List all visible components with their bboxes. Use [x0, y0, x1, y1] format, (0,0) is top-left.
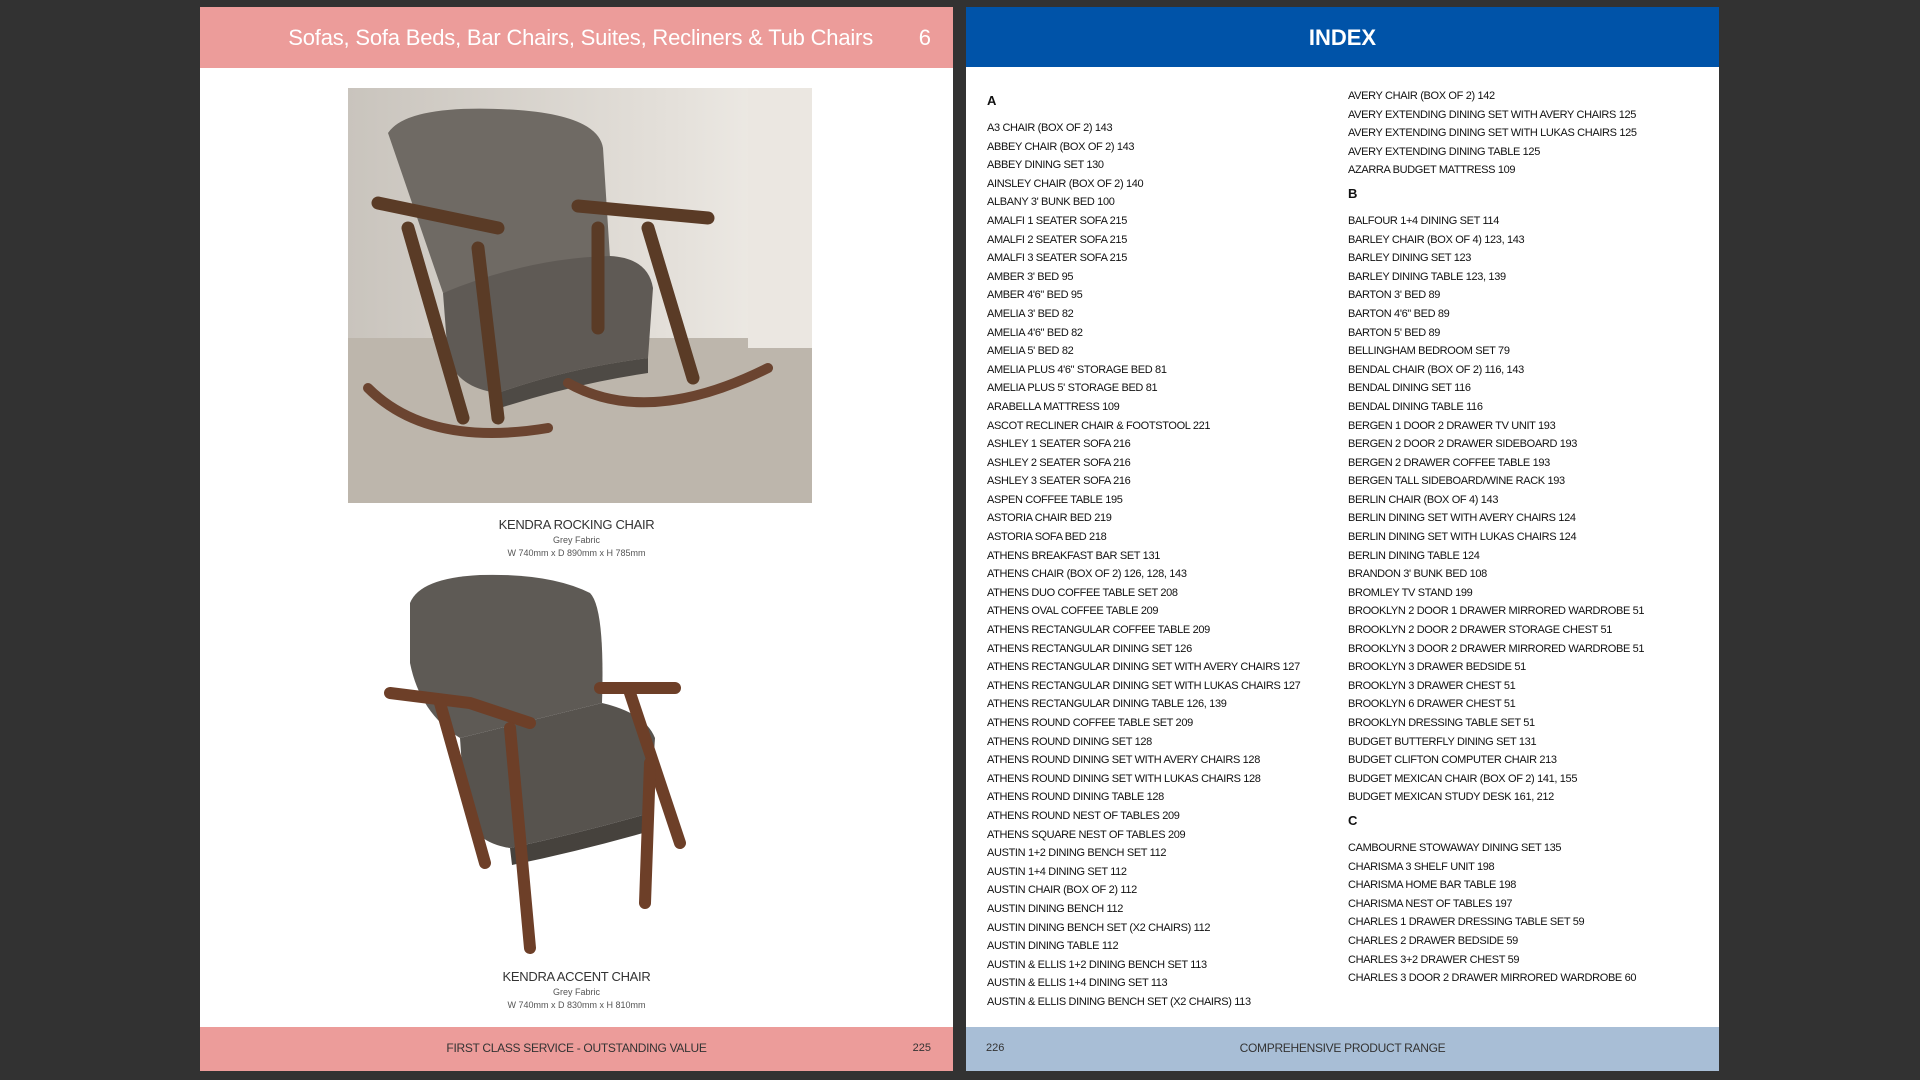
index-entry: ASHLEY 2 SEATER SOFA 216 [987, 456, 1131, 469]
footer-slogan: COMPREHENSIVE PRODUCT RANGE [1239, 1041, 1446, 1055]
index-entry: ATHENS ROUND DINING TABLE 128 [987, 791, 1164, 804]
index-entry: ASPEN COFFEE TABLE 195 [987, 493, 1123, 506]
index-entry: BARTON 3' BED 89 [1348, 289, 1441, 302]
index-title: INDEX [1308, 25, 1377, 50]
index-entry: BENDAL CHAIR (BOX OF 2) 116, 143 [1348, 363, 1524, 376]
index-entry: ATHENS ROUND DINING SET WITH AVERY CHAIRS 128 [987, 754, 1260, 767]
index-entry: BUDGET MEXICAN CHAIR (BOX OF 2) 141, 155 [1348, 772, 1578, 785]
index-entry: ABBEY CHAIR (BOX OF 2) 143 [987, 140, 1135, 153]
index-entry: BERLIN DINING SET WITH LUKAS CHAIRS 124 [1348, 531, 1577, 544]
index-entry: BARLEY DINING SET 123 [1348, 252, 1472, 265]
index-entry: CHARLES 1 DRAWER DRESSING TABLE SET 59 [1348, 916, 1585, 929]
index-entry: BARTON 5' BED 89 [1348, 326, 1441, 339]
index-entry: CHARLES 3 DOOR 2 DRAWER MIRRORED WARDROBE 60 [1348, 972, 1637, 985]
index-entry: AMELIA 4'6" BED 82 [987, 326, 1083, 339]
index-entry: BROOKLYN DRESSING TABLE SET 51 [1348, 717, 1535, 729]
index-entry: AUSTIN & ELLIS 1+2 DINING BENCH SET 113 [987, 958, 1207, 971]
index-entry: ATHENS ROUND DINING SET 128 [987, 735, 1152, 748]
index-entry: BARLEY CHAIR (BOX OF 4) 123, 143 [1348, 233, 1525, 246]
index-entry: BERGEN TALL SIDEBOARD/WINE RACK 193 [1348, 475, 1565, 488]
index-entry: AINSLEY CHAIR (BOX OF 2) 140 [987, 177, 1144, 190]
index-entry: ABBEY DINING SET 130 [987, 159, 1104, 172]
index-entry: ATHENS RECTANGULAR DINING SET 126 [987, 642, 1192, 655]
page-footer [200, 1027, 953, 1071]
product-material: Grey Fabric [552, 987, 600, 997]
index-entry: AMELIA 3' BED 82 [987, 307, 1074, 320]
index-entry: ASTORIA CHAIR BED 219 [987, 512, 1112, 525]
index-entry: BROOKLYN 2 DOOR 2 DRAWER STORAGE CHEST 51 [1348, 624, 1612, 637]
index-entry: BROOKLYN 2 DOOR 1 DRAWER MIRRORED WARDROBE 51 [1348, 605, 1645, 618]
index-entry: ATHENS ROUND DINING SET WITH LUKAS CHAIRS 128 [987, 772, 1261, 785]
index-entry: ATHENS ROUND NEST OF TABLES 209 [987, 809, 1180, 822]
index-entry: ATHENS SQUARE NEST OF TABLES 209 [987, 828, 1186, 841]
index-entry: BALFOUR 1+4 DINING SET 114 [1348, 214, 1499, 227]
page-header-title: Sofas, Sofa Beds, Bar Chairs, Suites, Recliners & Tub Chairs [288, 25, 873, 50]
index-entry: AMELIA 5' BED 82 [987, 345, 1074, 358]
index-entry: ATHENS DUO COFFEE TABLE SET 208 [987, 586, 1178, 599]
index-column-left [987, 87, 1327, 1012]
index-entry: BROOKLYN 3 DRAWER BEDSIDE 51 [1348, 661, 1526, 674]
index-entry: AUSTIN DINING TABLE 112 [987, 940, 1119, 953]
index-entry: AMELIA PLUS 4'6" STORAGE BED 81 [987, 363, 1167, 376]
index-entry: CHARLES 2 DRAWER BEDSIDE 59 [1348, 934, 1518, 947]
index-entry: BARLEY DINING TABLE 123, 139 [1348, 270, 1506, 283]
index-entry: AMALFI 3 SEATER SOFA 215 [987, 252, 1127, 265]
product-name: KENDRA ACCENT CHAIR [502, 969, 651, 984]
index-entry: ASHLEY 1 SEATER SOFA 216 [987, 438, 1131, 451]
index-entry: ATHENS CHAIR (BOX OF 2) 126, 128, 143 [987, 568, 1187, 581]
index-entry: A3 CHAIR (BOX OF 2) 143 [987, 122, 1113, 134]
product-material: Grey Fabric [552, 535, 600, 545]
index-entry: BERLIN DINING TABLE 124 [1348, 549, 1480, 562]
index-entry: BRANDON 3' BUNK BED 108 [1348, 568, 1487, 581]
catalog-page-right [966, 7, 1719, 1071]
index-entry: ALBANY 3' BUNK BED 100 [987, 196, 1115, 209]
index-entry: ATHENS RECTANGULAR DINING TABLE 126, 139 [987, 698, 1227, 711]
index-entry: BERGEN 2 DOOR 2 DRAWER SIDEBOARD 193 [1348, 438, 1578, 451]
index-entry: AMELIA PLUS 5' STORAGE BED 81 [987, 382, 1158, 395]
index-entry: BUDGET BUTTERFLY DINING SET 131 [1348, 735, 1537, 748]
index-entry: BROOKLYN 3 DOOR 2 DRAWER MIRRORED WARDROBE 51 [1348, 642, 1645, 655]
index-entry: AUSTIN & ELLIS 1+4 DINING SET 113 [987, 977, 1168, 990]
index-entry: BROOKLYN 6 DRAWER CHEST 51 [1348, 698, 1516, 711]
index-entry: BENDAL DINING SET 116 [1348, 382, 1471, 395]
index-entry: AVERY EXTENDING DINING TABLE 125 [1348, 145, 1540, 158]
index-entry: ASCOT RECLINER CHAIR & FOOTSTOOL 221 [987, 419, 1211, 432]
index-entry: CHARISMA HOME BAR TABLE 198 [1348, 879, 1517, 892]
index-entry: AUSTIN DINING BENCH 112 [987, 902, 1123, 915]
index-entry: AUSTIN CHAIR (BOX OF 2) 112 [987, 884, 1137, 897]
accent-chair-image [380, 563, 780, 963]
page-number: 226 [986, 1042, 1005, 1054]
rocking-chair-image [348, 88, 812, 503]
index-letter-heading: A [987, 93, 997, 108]
index-entry: BROOKLYN 3 DRAWER CHEST 51 [1348, 679, 1516, 692]
index-entry: AZARRA BUDGET MATTRESS 109 [1348, 164, 1516, 177]
catalog-page-left [200, 7, 953, 1071]
index-entry: BERLIN DINING SET WITH AVERY CHAIRS 124 [1348, 512, 1576, 525]
index-entry: CHARISMA 3 SHELF UNIT 198 [1348, 860, 1495, 873]
index-entry: ATHENS OVAL COFFEE TABLE 209 [987, 605, 1159, 618]
index-entry: ASHLEY 3 SEATER SOFA 216 [987, 475, 1131, 488]
index-entry: AMALFI 1 SEATER SOFA 215 [987, 214, 1127, 227]
index-column-right [1348, 87, 1708, 988]
product-name: KENDRA ROCKING CHAIR [498, 517, 655, 532]
page-number: 225 [912, 1042, 931, 1054]
index-entry: BUDGET MEXICAN STUDY DESK 161, 212 [1348, 791, 1554, 804]
index-entry: BROMLEY TV STAND 199 [1348, 586, 1473, 599]
index-entry: AUSTIN DINING BENCH SET (X2 CHAIRS) 112 [987, 921, 1211, 934]
index-entry: BENDAL DINING TABLE 116 [1348, 400, 1483, 413]
index-entry: AVERY EXTENDING DINING SET WITH LUKAS CHAIRS 125 [1348, 127, 1637, 140]
index-header [966, 7, 1719, 67]
index-entry: BARTON 4'6" BED 89 [1348, 307, 1450, 320]
index-entry: ARABELLA MATTRESS 109 [987, 400, 1120, 413]
index-entry: AUSTIN 1+2 DINING BENCH SET 112 [987, 847, 1167, 860]
index-entry: ATHENS RECTANGULAR DINING SET WITH LUKAS CHAIRS 127 [987, 679, 1301, 692]
index-entry: BERGEN 1 DOOR 2 DRAWER TV UNIT 193 [1348, 419, 1556, 432]
index-entry: AMALFI 2 SEATER SOFA 215 [987, 233, 1127, 246]
index-entry: ATHENS RECTANGULAR COFFEE TABLE 209 [987, 624, 1210, 637]
section-number: 6 [918, 25, 931, 50]
index-entry: AVERY CHAIR (BOX OF 2) 142 [1348, 90, 1495, 102]
product-dimensions: W 740mm x D 890mm x H 785mm [507, 548, 646, 558]
page-footer [966, 1027, 1719, 1071]
index-entry: ATHENS RECTANGULAR DINING SET WITH AVERY CHAIRS 127 [987, 661, 1300, 674]
index-entry: AMBER 4'6" BED 95 [987, 289, 1083, 302]
index-entry: AUSTIN & ELLIS DINING BENCH SET (X2 CHAIRS) 113 [987, 995, 1251, 1008]
index-entry: AVERY EXTENDING DINING SET WITH AVERY CHAIRS 125 [1348, 108, 1637, 121]
index-entry: AUSTIN 1+4 DINING SET 112 [987, 865, 1127, 878]
index-entry: BERGEN 2 DRAWER COFFEE TABLE 193 [1348, 456, 1550, 469]
product-dimensions: W 740mm x D 830mm x H 810mm [507, 1000, 646, 1010]
index-entry: BUDGET CLIFTON COMPUTER CHAIR 213 [1348, 754, 1557, 767]
index-letter-heading: B [1348, 185, 1358, 201]
index-letter-heading: C [1348, 812, 1358, 828]
index-entry: CHARISMA NEST OF TABLES 197 [1348, 897, 1513, 910]
index-entry: ATHENS ROUND COFFEE TABLE SET 209 [987, 717, 1193, 729]
index-entry: BERLIN CHAIR (BOX OF 4) 143 [1348, 493, 1499, 506]
index-entry: AMBER 3' BED 95 [987, 270, 1074, 283]
index-entry: CHARLES 3+2 DRAWER CHEST 59 [1348, 953, 1520, 966]
page-header [200, 7, 953, 68]
index-entry: CAMBOURNE STOWAWAY DINING SET 135 [1348, 841, 1562, 854]
index-entry: ATHENS BREAKFAST BAR SET 131 [987, 549, 1160, 562]
index-entry: BELLINGHAM BEDROOM SET 79 [1348, 345, 1510, 358]
footer-slogan: FIRST CLASS SERVICE - OUTSTANDING VALUE [446, 1041, 707, 1055]
index-entry: ASTORIA SOFA BED 218 [987, 531, 1107, 544]
